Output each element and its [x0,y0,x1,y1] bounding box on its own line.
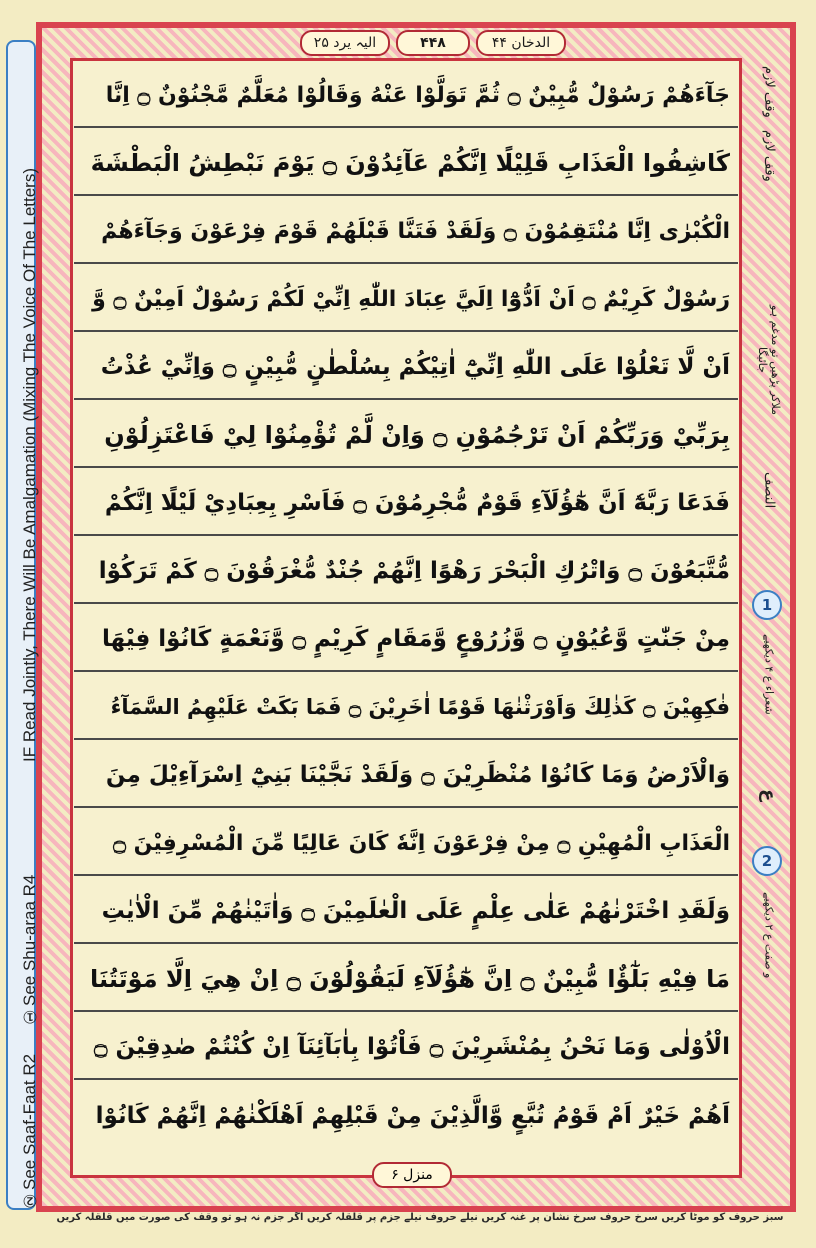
verse-lines [74,64,738,1174]
margin-note-idgham: ملاکر پڑھیں تو مدغم ہو جائیگا [756,305,782,415]
manzil-label: منزل ۶ [372,1162,452,1188]
margin-note-shuara: شعراء ع ۴ دیکھیے [762,633,776,715]
margin-note-waqf-1: وقف لازم [761,66,777,118]
verse-line: مِنْ جَنّٰتٍ وَّعُيُوْنٍ ۝ وَّزُرُوْعٍ وَّمَقَامٍ كَرِيْمٍ ۝ وَّنَعْمَةٍ كَانُوْا فِيْهَا [74,608,738,672]
verse-line: اَهُمْ خَيْرٌ اَمْ قَوْمُ تُبَّعٍ وَّالَّذِيْنَ مِنْ قَبْلِهِمْ اَهْلَكْنٰهُمْ اِنَّهُمْ كَانُوْا [95,1103,730,1129]
english-ref-1: ①See Shu-araa R4 [20,874,39,1026]
verse-line: وَلَقَدِ اخْتَرْنٰهُمْ عَلٰى عِلْمٍ عَلَى الْعٰلَمِيْنَ ۝ وَاٰتَيْنٰهُمْ مِّنَ الْاٰيٰتِ [74,880,738,944]
verse-line: الْعَذَابِ الْمُهِيْنِ ۝ مِنْ فِرْعَوْنَ اِنَّهٗ كَانَ عَالِيًا مِّنَ الْمُسْرِفِيْنَ ۝ [74,812,738,876]
verse-line: فَدَعَا رَبَّهٗٓ اَنَّ هٰٓؤُلَآءِ قَوْمٌ مُّجْرِمُوْنَ ۝ فَاَسْرِ بِعِبَادِيْ لَيْلًا اِنَّكُمْ [74,472,738,536]
verse-line: وَالْاَرْضُ وَمَا كَانُوْا مُنْظَرِيْنَ ۝ وَلَقَدْ نَجَّيْنَا بَنِيْٓ اِسْرَآءِيْلَ مِنَ [74,744,738,808]
verse-line: بِرَبِّيْ وَرَبِّكُمْ اَنْ تَرْجُمُوْنِ ۝ وَاِنْ لَّمْ تُؤْمِنُوْا لِيْ فَاعْتَزِلُوْنِ [74,404,738,468]
verse-line: مُّتَّبَعُوْنَ ۝ وَاتْرُكِ الْبَحْرَ رَهْوًا اِنَّهُمْ جُنْدٌ مُّغْرَقُوْنَ ۝ كَمْ تَرَكُوْا [74,540,738,604]
tajweed-footer-note: سبز حروف کو موٹا کریں سرخ حروف سرخ نشان پر غنہ کریں نیلے حروف نیلے جزم پر قلقلہ کریں اگر جزم نہ ہو تو وقف کی صورت میں قلقلہ کریں [56,1212,784,1223]
english-ref-2: ②See Saaf-Faat R2 [20,1053,39,1210]
margin-note-saffat: و صفت ع ۲ دیکھیے [762,891,776,979]
margin-note-ruku: ع [758,788,780,802]
margin-note-waqf-2: وقف لازم [761,130,777,182]
verse-line: الْكُبْرٰى اِنَّا مُنْتَقِمُوْنَ ۝ وَلَقَدْ فَتَنَّا قَبْلَهُمْ قَوْمَ فِرْعَوْنَ وَجَآءَهُمْ [74,200,738,264]
surah-label: الدخان ۴۴ [476,30,566,56]
ref-badge-1: 1 [752,590,782,620]
para-label: الیہ یرد ۲۵ [300,30,390,56]
verse-line: رَسُوْلٌ كَرِيْمٌ ۝ اَنْ اَدُّوْٓا اِلَيَّ عِبَادَ اللّٰهِ اِنِّيْ لَكُمْ رَسُوْلٌ اَمِيْنٌ ۝ وَّ [74,268,738,332]
ref-badge-2: 2 [752,846,782,876]
verse-line: اَنْ لَّا تَعْلُوْا عَلَى اللّٰهِ اِنِّيْٓ اٰتِيْكُمْ بِسُلْطٰنٍ مُّبِيْنٍ ۝ وَاِنِّيْ عُذْتُ [74,336,738,400]
verse-line: مَا فِيْهِ بَلٰٓؤٌا مُّبِيْنٌ ۝ اِنَّ هٰٓؤُلَآءِ لَيَقُوْلُوْنَ ۝ اِنْ هِيَ اِلَّا مَوْتَتُنَا [74,948,738,1012]
verse-line: فٰكِهِيْنَ ۝ كَذٰلِكَ وَاَوْرَثْنٰهَا قَوْمًا اٰخَرِيْنَ ۝ فَمَا بَكَتْ عَلَيْهِمُ السَّمَآءُ [74,676,738,740]
english-main-note: IF Read Jointly, There Will Be Amalgamation (Mixing The Voice Of The Letters) [20,168,39,762]
verse-line: الْاُوْلٰى وَمَا نَحْنُ بِمُنْشَرِيْنَ ۝ فَاْتُوْا بِاٰبَآئِنَآ اِنْ كُنْتُمْ صٰدِقِيْنَ ۝ [74,1016,738,1080]
margin-note-nisf: النصف [761,471,777,509]
verse-line: جَآءَهُمْ رَسُوْلٌ مُّبِيْنٌ ۝ ثُمَّ تَوَلَّوْا عَنْهُ وَقَالُوْا مُعَلَّمٌ مَّجْنُوْنٌ ۝ اِنَّا [74,64,738,128]
verse-line: كَاشِفُوا الْعَذَابِ قَلِيْلًا اِنَّكُمْ عَآئِدُوْنَ ۝ يَوْمَ نَبْطِشُ الْبَطْشَةَ [74,132,738,196]
page-number: ۴۴۸ [396,30,470,56]
